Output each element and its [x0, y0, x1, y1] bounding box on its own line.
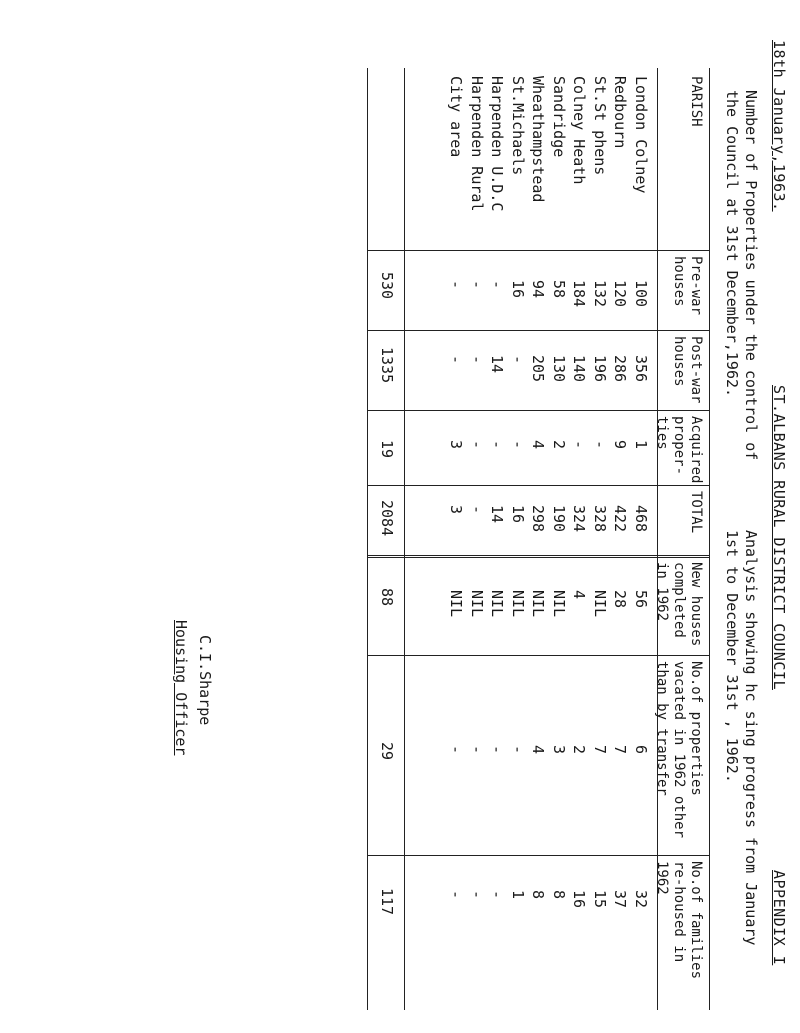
cell-pre-war: -	[468, 280, 486, 290]
cell-vacated: 7	[611, 745, 630, 755]
cell-acquired: 2	[550, 440, 568, 450]
parish-name: Colney Heath	[570, 76, 589, 185]
cell-rehoused: 8	[529, 890, 548, 900]
parish-name: Harpenden Rural	[468, 76, 486, 212]
parish-name: Harpenden U.D.C	[488, 76, 507, 212]
cell-vacated: -	[468, 745, 486, 755]
cell-rehoused: -	[488, 890, 507, 900]
col-header-vacated: No.of properties vacated in 1962 other than by transfer	[654, 661, 704, 839]
cell-pre-war: 120	[611, 280, 630, 308]
cell-new-houses: 56	[632, 590, 650, 609]
cell-post-war: 196	[591, 355, 609, 383]
col-divider	[368, 655, 710, 656]
cell-acquired: 4	[529, 440, 548, 450]
cell-vacated: -	[509, 745, 527, 755]
parish-name: St.St phens	[591, 76, 609, 176]
cell-acquired: 3	[447, 440, 466, 450]
cell-acquired: -	[591, 440, 609, 450]
col-header-post-war: Post-war houses	[671, 336, 704, 404]
table-bottom-rule	[367, 68, 368, 1010]
col-header-acquired: Acquired proper- ties	[654, 416, 704, 484]
cell-total: 324	[570, 505, 589, 533]
cell-vacated: 4	[529, 745, 548, 755]
cell-total: 3	[447, 505, 466, 515]
cell-total: 328	[591, 505, 609, 533]
cell-post-war: -	[468, 355, 486, 365]
col-divider-double	[368, 557, 710, 558]
cell-post-war: 205	[529, 355, 548, 383]
parish-name: St.Michaels	[509, 76, 527, 176]
cell-post-war: 356	[632, 355, 650, 383]
cell-total: -	[468, 505, 486, 515]
col-divider	[368, 555, 710, 556]
parish-name: Sandridge	[550, 76, 568, 158]
parish-name: London Colney	[632, 76, 650, 194]
appendix-label: APPENDIX I	[770, 870, 788, 966]
table-top-rule	[709, 68, 710, 1010]
cell-rehoused: 37	[611, 890, 630, 909]
col-divider	[368, 410, 710, 411]
cell-rehoused: 1	[509, 890, 527, 900]
parish-name: Redbourn	[611, 76, 630, 149]
cell-pre-war: -	[488, 280, 507, 290]
right-table-title: Analysis showing hc sing progress from January 1st to December 31st , 1962.	[723, 530, 760, 946]
left-table-title: Number of Properties under the control of the Council at 31st December,1962.	[723, 90, 760, 461]
signatory-name: C.I.Sharpe	[196, 635, 214, 726]
cell-pre-war: 184	[570, 280, 589, 308]
cell-post-war: 14	[488, 355, 507, 374]
col-header-parish: PARISH	[688, 76, 704, 127]
cell-rehoused: 32	[632, 890, 650, 909]
cell-pre-war: 16	[509, 280, 527, 299]
cell-acquired: -	[468, 440, 486, 450]
cell-new-houses: 4	[570, 590, 589, 600]
col-header-rehoused: No.of families re-housed in 1962	[654, 861, 704, 980]
total-total: 2084	[378, 500, 396, 537]
cell-pre-war: 94	[529, 280, 548, 299]
cell-rehoused: -	[447, 890, 466, 900]
col-divider	[368, 855, 710, 856]
cell-pre-war: -	[447, 280, 466, 290]
cell-vacated: 6	[632, 745, 650, 755]
cell-total: 16	[509, 505, 527, 524]
cell-rehoused: 16	[570, 890, 589, 909]
cell-total: 422	[611, 505, 630, 533]
cell-post-war: -	[447, 355, 466, 365]
cell-vacated: 2	[570, 745, 589, 755]
parish-name: City area	[447, 76, 466, 158]
col-divider	[368, 330, 710, 331]
council-heading: ST.ALBANS RURAL DISTRICT COUNCIL	[770, 385, 788, 690]
cell-total: 298	[529, 505, 548, 533]
cell-new-houses: NIL	[468, 590, 486, 618]
cell-new-houses: NIL	[509, 590, 527, 618]
total-rehoused: 117	[378, 888, 396, 916]
col-header-new-houses: New houses completed in 1962	[654, 562, 704, 647]
cell-post-war: 140	[570, 355, 589, 383]
cell-new-houses: NIL	[447, 590, 466, 618]
cell-new-houses: NIL	[529, 590, 548, 618]
col-header-total: TOTAL	[688, 491, 704, 534]
cell-new-houses: 28	[611, 590, 630, 609]
cell-new-houses: NIL	[488, 590, 507, 618]
cell-vacated: 3	[550, 745, 568, 755]
cell-total: 14	[488, 505, 507, 524]
cell-new-houses: NIL	[550, 590, 568, 618]
cell-pre-war: 100	[632, 280, 650, 308]
total-vacated: 29	[378, 742, 396, 761]
cell-acquired: -	[570, 440, 589, 450]
cell-post-war: 130	[550, 355, 568, 383]
col-divider	[368, 485, 710, 486]
col-divider	[368, 250, 710, 251]
cell-total: 190	[550, 505, 568, 533]
cell-post-war: 286	[611, 355, 630, 383]
total-new-houses: 88	[378, 588, 396, 607]
cell-acquired: -	[488, 440, 507, 450]
cell-pre-war: 132	[591, 280, 609, 308]
cell-acquired: 9	[611, 440, 630, 450]
parish-name: Wheathampstead	[529, 76, 548, 203]
document-date: 18th January,1963.	[770, 40, 788, 212]
cell-rehoused: 15	[591, 890, 609, 909]
signatory-role: Housing Officer	[172, 620, 190, 756]
total-pre-war: 530	[378, 272, 396, 300]
cell-rehoused: 8	[550, 890, 568, 900]
cell-new-houses: NIL	[591, 590, 609, 618]
cell-acquired: 1	[632, 440, 650, 450]
col-header-pre-war: Pre-war houses	[671, 256, 704, 316]
cell-vacated: -	[447, 745, 466, 755]
total-acquired: 19	[378, 440, 396, 459]
cell-pre-war: 58	[550, 280, 568, 299]
cell-total: 468	[632, 505, 650, 533]
cell-rehoused: -	[468, 890, 486, 900]
cell-vacated: 7	[591, 745, 609, 755]
totals-top-rule	[404, 68, 405, 1010]
cell-vacated: -	[488, 745, 507, 755]
cell-post-war: -	[509, 355, 527, 365]
cell-acquired: -	[509, 440, 527, 450]
total-post-war: 1335	[378, 347, 396, 384]
